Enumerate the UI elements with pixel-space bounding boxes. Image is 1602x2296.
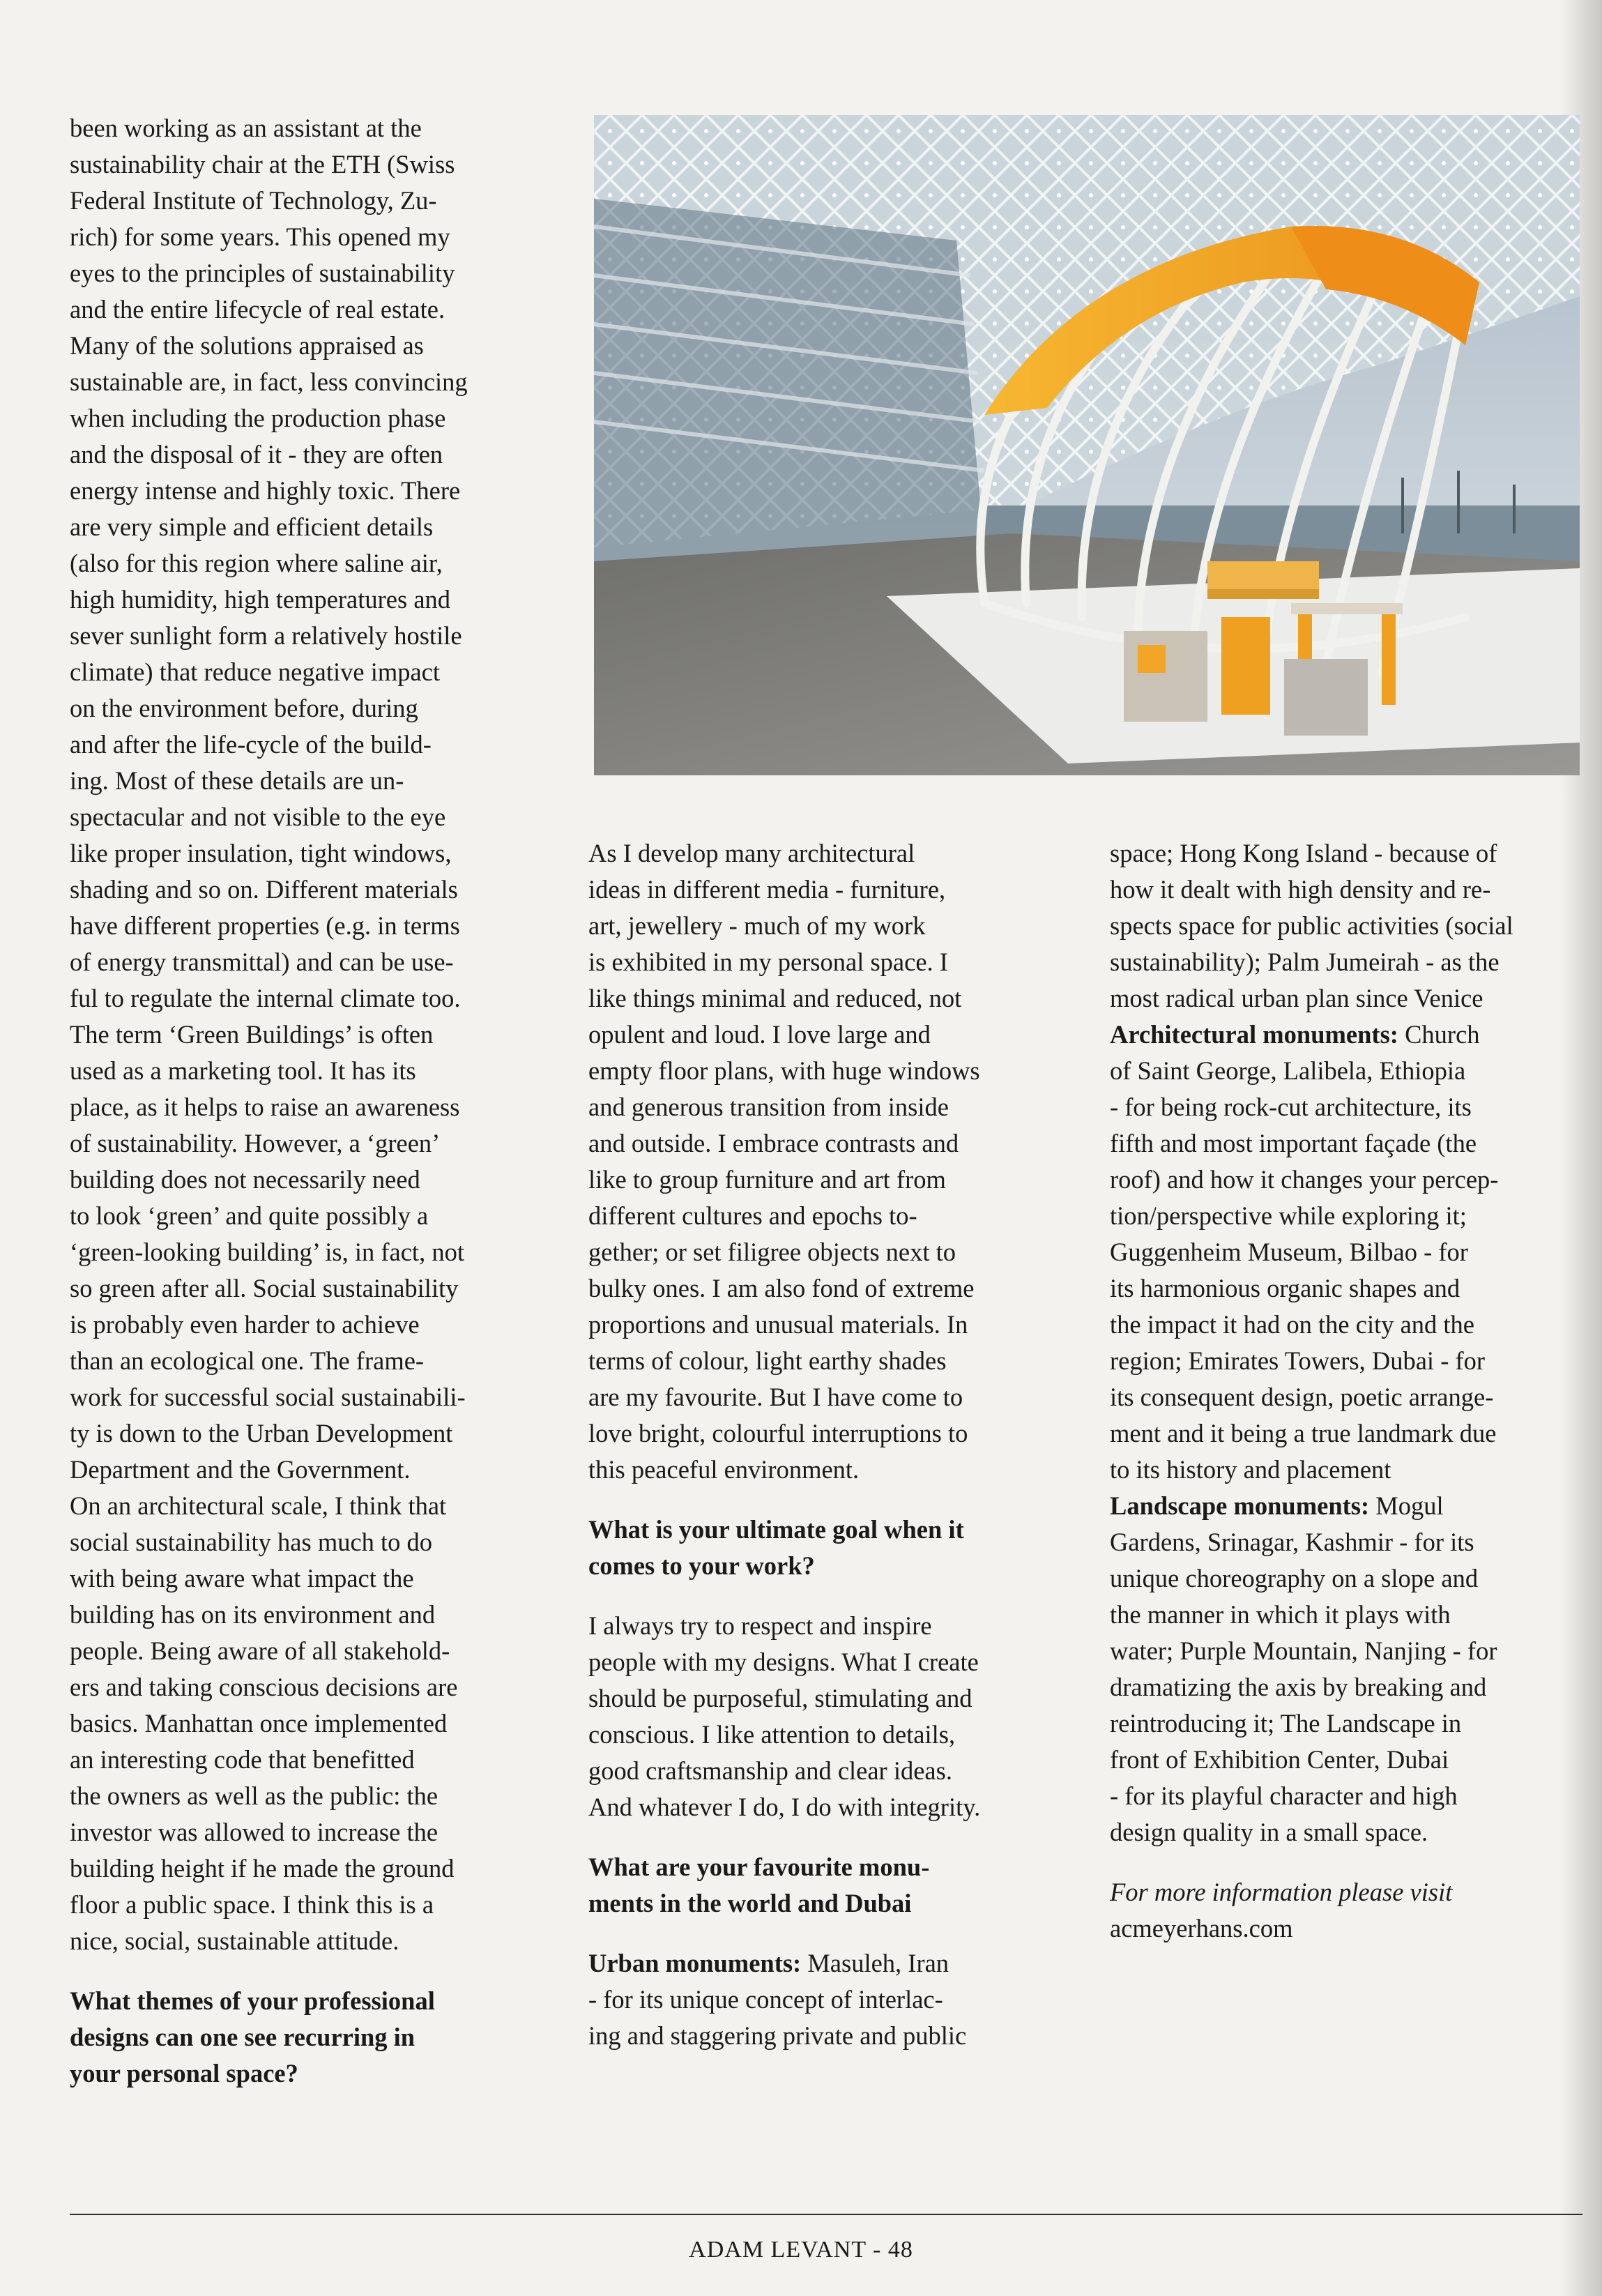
text-line: building has on its environment and xyxy=(70,1600,436,1629)
text-line: On an architectural scale, I think that xyxy=(70,1491,447,1520)
text-line: art, jewellery - much of my work xyxy=(588,911,926,940)
text-line: and outside. I embrace contrasts and xyxy=(588,1129,959,1157)
text-line: an interesting code that benefitted xyxy=(70,1745,415,1774)
text-line: - for its playful character and high xyxy=(1110,1781,1458,1810)
question-line: designs can one see recurring in xyxy=(70,2023,415,2051)
text-line: spects space for public activities (social xyxy=(1110,911,1513,940)
text-line: space; Hong Kong Island - because of xyxy=(1110,839,1497,867)
text-line: are very simple and efficient details xyxy=(70,512,434,541)
text-line: love bright, colourful interruptions to xyxy=(588,1419,968,1447)
question-heading xyxy=(588,1849,1076,1922)
text-line: place, as it helps to raise an awareness xyxy=(70,1093,460,1121)
text-line: of energy transmittal) and can be use- xyxy=(70,948,454,976)
text-line: energy intense and highly toxic. There xyxy=(70,476,461,505)
text-line: shading and so on. Different materials xyxy=(70,875,458,904)
text-line xyxy=(1110,1488,1591,1524)
text-line: And whatever I do, I do with integrity. xyxy=(588,1793,981,1821)
text-line: dramatizing the axis by breaking and xyxy=(1110,1673,1487,1701)
text-line: nice, social, sustainable attitude. xyxy=(70,1926,399,1955)
text-line: like to group furniture and art from xyxy=(588,1165,946,1194)
architectural-first: Church xyxy=(1398,1020,1480,1049)
text-line: water; Purple Mountain, Nanjing - for xyxy=(1110,1636,1497,1665)
text-line: Gardens, Srinagar, Kashmir - for its xyxy=(1110,1528,1474,1556)
text-line: on the environment before, during xyxy=(70,694,418,722)
text-line: (also for this region where saline air, xyxy=(70,549,443,577)
urban-label: Urban monuments: xyxy=(588,1949,802,1977)
text-line: used as a marketing tool. It has its xyxy=(70,1056,416,1085)
more-info-text: For more information please visit xyxy=(1110,1878,1453,1906)
page-footer: ADAM LEVANT - 48 xyxy=(689,2237,913,2263)
text-line: like proper insulation, tight windows, xyxy=(70,839,452,867)
text-line: work for successful social sustainabili- xyxy=(70,1383,466,1411)
text-line: its consequent design, poetic arrange- xyxy=(1110,1383,1494,1411)
question-line: your personal space? xyxy=(70,2059,298,2088)
text-line: investor was allowed to increase the xyxy=(70,1818,438,1846)
text-line: spectacular and not visible to the eye xyxy=(70,803,446,831)
question-line: ments in the world and Dubai xyxy=(588,1889,912,1917)
text-line: most radical urban plan since Venice xyxy=(1110,984,1483,1012)
text-line: to look ‘green’ and quite possibly a xyxy=(70,1201,429,1230)
text-line: of sustainability. However, a ‘green’ xyxy=(70,1129,441,1157)
text-line: the manner in which it plays with xyxy=(1110,1600,1451,1629)
text-line: I always try to respect and inspire xyxy=(588,1611,932,1640)
text-line: with being aware what impact the xyxy=(70,1564,414,1592)
answer-block xyxy=(588,1608,1076,1825)
text-line: gether; or set filigree objects next to xyxy=(588,1238,956,1266)
text-line: ‘green-looking building’ is, in fact, not xyxy=(70,1238,464,1266)
urban-first: Masuleh, Iran xyxy=(801,1949,949,1977)
text-line: ing. Most of these details are un- xyxy=(70,766,404,795)
text-line: The term ‘Green Buildings’ is often xyxy=(70,1020,434,1049)
urban-monuments xyxy=(588,1945,1076,2054)
text-line: sustainable are, in fact, less convincing xyxy=(70,367,468,396)
text-line: As I develop many architectural xyxy=(588,839,915,867)
text-line: of Saint George, Lalibela, Ethiopia xyxy=(1110,1056,1466,1085)
text-line: proportions and unusual materials. In xyxy=(588,1310,968,1339)
text-line: floor a public space. I think this is a xyxy=(70,1890,434,1919)
question-line: What are your favourite monu- xyxy=(588,1853,930,1881)
text-line xyxy=(588,1945,1076,1982)
footer-divider xyxy=(70,2214,1582,2215)
text-line: - for being rock-cut architecture, its xyxy=(1110,1093,1472,1121)
text-line: Many of the solutions appraised as xyxy=(70,331,424,360)
landscape-first: Mogul xyxy=(1369,1491,1444,1520)
website-link[interactable]: acmeyerhans.com xyxy=(1110,1914,1293,1943)
text-line: and after the life-cycle of the build- xyxy=(70,730,432,759)
text-column-3 xyxy=(1110,835,1591,1947)
text-line: and generous transition from inside xyxy=(588,1093,949,1121)
text-line: the owners as well as the public: the xyxy=(70,1781,438,1810)
text-line: when including the production phase xyxy=(70,404,446,432)
text-line: front of Exhibition Center, Dubai xyxy=(1110,1745,1449,1774)
text-line: like things minimal and reduced, not xyxy=(588,984,962,1012)
text-line: this peaceful environment. xyxy=(588,1455,860,1484)
text-column-2 xyxy=(588,835,1076,2054)
text-line: the impact it had on the city and the xyxy=(1110,1310,1475,1339)
text-line: Guggenheim Museum, Bilbao - for xyxy=(1110,1238,1468,1266)
text-line: basics. Manhattan once implemented xyxy=(70,1709,448,1738)
text-line: should be purposeful, stimulating and xyxy=(588,1684,972,1712)
question-heading xyxy=(588,1512,1076,1584)
text-line: than an ecological one. The frame- xyxy=(70,1346,425,1375)
text-line: social sustainability has much to do xyxy=(70,1528,433,1556)
text-line: conscious. I like attention to details, xyxy=(588,1720,956,1749)
text-line: rich) for some years. This opened my xyxy=(70,222,450,251)
text-line: climate) that reduce negative impact xyxy=(70,657,441,686)
text-line: building does not necessarily need xyxy=(70,1165,420,1194)
text-line: is probably even harder to achieve xyxy=(70,1310,420,1339)
text-line: sustainability); Palm Jumeirah - as the xyxy=(1110,948,1500,976)
text-line: region; Emirates Towers, Dubai - for xyxy=(1110,1346,1486,1375)
text-line: ideas in different media - furniture, xyxy=(588,875,946,904)
text-line: are my favourite. But I have come to xyxy=(588,1383,963,1411)
column1-body xyxy=(70,110,558,1959)
text-line: to its history and placement xyxy=(1110,1455,1391,1484)
question-line: What themes of your professional xyxy=(70,1986,435,2015)
question-line: What is your ultimate goal when it xyxy=(588,1515,964,1544)
text-line: its harmonious organic shapes and xyxy=(1110,1274,1460,1302)
text-line: design quality in a small space. xyxy=(1110,1818,1428,1846)
text-line: been working as an assistant at the xyxy=(70,114,422,142)
text-line: eyes to the principles of sustainability xyxy=(70,259,455,287)
text-line: terms of colour, light earthy shades xyxy=(588,1346,947,1375)
text-line: how it dealt with high density and re- xyxy=(1110,875,1491,904)
text-line: - for its unique concept of interlac- xyxy=(588,1985,943,2014)
text-column-1 xyxy=(70,110,558,2115)
text-line: and the entire lifecycle of real estate. xyxy=(70,295,445,324)
text-line: unique choreography on a slope and xyxy=(1110,1564,1479,1592)
landscape-label: Landscape monuments: xyxy=(1110,1491,1370,1520)
text-line: ers and taking conscious decisions are xyxy=(70,1673,458,1701)
text-line: good craftsmanship and clear ideas. xyxy=(588,1756,952,1785)
text-line: ful to regulate the internal climate too. xyxy=(70,984,461,1012)
text-line: so green after all. Social sustainability xyxy=(70,1274,459,1302)
text-line: roof) and how it changes your percep- xyxy=(1110,1165,1499,1194)
text-line: people with my designs. What I create xyxy=(588,1648,979,1676)
text-line: have different properties (e.g. in terms xyxy=(70,911,460,940)
text-line: sever sunlight form a relatively hostile xyxy=(70,621,462,650)
text-line: and the disposal of it - they are often xyxy=(70,440,443,469)
text-line xyxy=(1110,1017,1591,1053)
text-line: empty floor plans, with huge windows xyxy=(588,1056,980,1085)
text-line: tion/perspective while exploring it; xyxy=(1110,1201,1467,1230)
text-line: different cultures and epochs to- xyxy=(588,1201,917,1230)
question-heading xyxy=(70,1983,558,2092)
text-line: building height if he made the ground xyxy=(70,1854,455,1883)
text-line: Department and the Government. xyxy=(70,1455,411,1484)
text-line: opulent and loud. I love large and xyxy=(588,1020,931,1049)
answer-block xyxy=(588,835,1076,1488)
text-line: bulky ones. I am also fond of extreme xyxy=(588,1274,975,1302)
text-line: ment and it being a true landmark due xyxy=(1110,1419,1497,1447)
article-photo xyxy=(594,115,1580,775)
question-line: comes to your work? xyxy=(588,1551,815,1580)
text-line: ing and staggering private and public xyxy=(588,2021,967,2050)
text-line: is exhibited in my personal space. I xyxy=(588,948,948,976)
text-line: people. Being aware of all stakehold- xyxy=(70,1636,450,1665)
text-line: ty is down to the Urban Development xyxy=(70,1419,453,1447)
text-line: fifth and most important façade (the xyxy=(1110,1129,1477,1157)
text-line: reintroducing it; The Landscape in xyxy=(1110,1709,1462,1738)
text-line: Federal Institute of Technology, Zu- xyxy=(70,186,437,215)
architectural-label: Architectural monuments: xyxy=(1110,1020,1398,1049)
text-line: high humidity, high temperatures and xyxy=(70,585,451,614)
text-line: sustainability chair at the ETH (Swiss xyxy=(70,150,455,178)
